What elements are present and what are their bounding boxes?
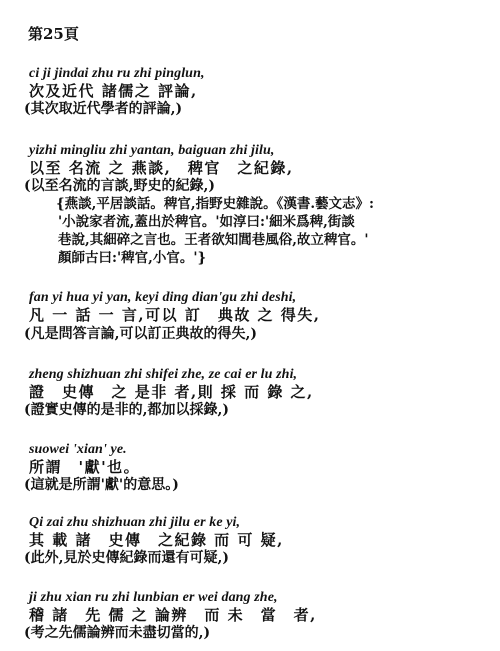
pinyin-line: ci ji jindai zhu ru zhi pinglun,: [29, 66, 205, 81]
translation-line: (以至名流的言談,野史的紀錄,): [24, 178, 215, 194]
annotation-line: 巷說,其細碎之言也。王者欲知閭巷風俗,故立稗官。': [58, 232, 369, 248]
translation-line: (考之先儒論辨而未盡切當的,): [24, 625, 211, 641]
chinese-text-line: 所謂 '獻'也。: [29, 458, 141, 476]
translation-line: (其次取近代學者的評論,): [24, 101, 183, 117]
chinese-text-line: 其 載 諸 史傳 之紀錄 而 可 疑,: [29, 531, 284, 549]
pinyin-line: zheng shizhuan zhi shifei zhe, ze cai er lu zhi,: [29, 367, 298, 382]
translation-line: (凡是問答言論,可以訂正典故的得失,): [24, 326, 257, 342]
pinyin-line: Qi zai zhu shizhuan zhi jilu er ke yi,: [29, 515, 241, 530]
annotation-line: {燕談,平居談話。稗官,指野史雜說。《漢書.藝文志》:: [56, 196, 375, 212]
chinese-text-line: 證 史傳 之 是非 者,則 採 而 錄 之,: [29, 383, 314, 401]
chinese-text-line: 以至 名流 之 燕談, 稗官 之紀錄,: [29, 159, 294, 177]
pinyin-line: yizhi mingliu zhi yantan, baiguan zhi jilu,: [29, 143, 275, 158]
translation-line: (證實史傳的是非的,都加以採錄,): [24, 402, 229, 418]
pinyin-line: ji zhu xian ru zhi lunbian er wei dang zhe,: [29, 590, 278, 605]
chinese-text-line: 稽 諸 先 儒 之 論辨 而 未 當 者,: [29, 606, 317, 624]
translation-line: (此外,見於史傳紀錄而還有可疑,): [24, 550, 229, 566]
annotation-line: 顏師古曰:'稗官,小官。'}: [58, 250, 207, 266]
pinyin-line: fan yi hua yi yan, keyi ding dian'gu zhi deshi,: [29, 290, 297, 305]
page-number: 第25頁: [28, 25, 79, 43]
chinese-text-line: 次及近代 諸儒之 評論,: [29, 82, 198, 100]
chinese-text-line: 凡 一 話 一 言,可以 訂 典故 之 得失,: [29, 306, 321, 324]
translation-line: (這就是所謂'獻'的意思。): [24, 477, 179, 493]
pinyin-line: suowei 'xian' ye.: [29, 442, 127, 457]
annotation-line: '小說家者流,蓋出於稗官。'如淳曰:'細米爲稗,街談: [58, 214, 355, 230]
